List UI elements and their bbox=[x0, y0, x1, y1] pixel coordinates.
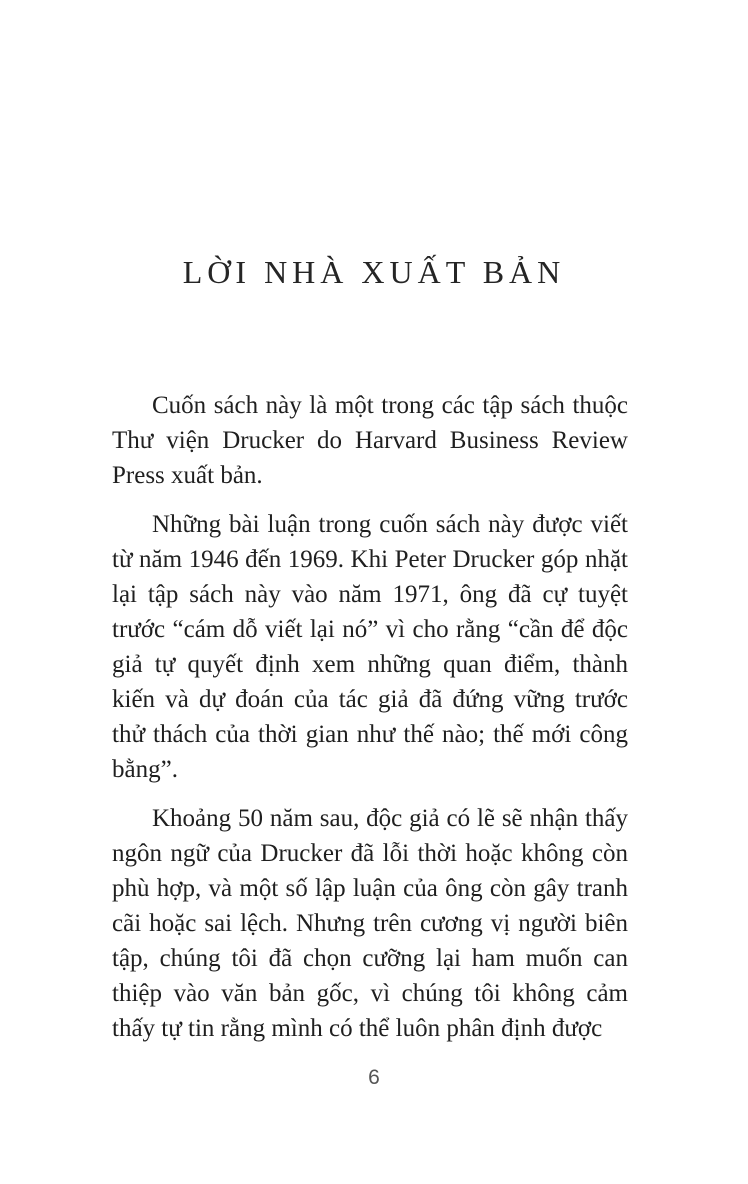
chapter-title: LỜI NHÀ XUẤT BẢN bbox=[182, 254, 566, 290]
body-paragraph: Khoảng 50 năm sau, độc giả có lẽ sẽ nhận thấy ngôn ngữ của Drucker đã lỗi thời hoặc không còn phù hợp, và một số lập luận của ông còn gây tranh cãi hoặc sai lệch. Nhưng trên cương vị người biên tập, chúng tôi đã chọn cưỡng lại ham muốn can thiệp vào văn bản gốc, vì chúng tôi không cảm thấy tự tin rằng mình có thể luôn phân định được bbox=[112, 805, 628, 1042]
body-paragraph: Những bài luận trong cuốn sách này được viết từ năm 1946 đến 1969. Khi Peter Drucker góp nhặt lại tập sách này vào năm 1971, ông đã cự tuyệt trước “cám dỗ viết lại nó” vì cho rằng “cần để độc giả tự quyết định xem những quan điểm, thành kiến và dự đoán của tác giả đã đứng vững trước thử thách của thời gian như thế nào; thế mới công bằng”. bbox=[112, 511, 628, 783]
body-text-block bbox=[112, 388, 628, 1046]
body-paragraph: Cuốn sách này là một trong các tập sách thuộc Thư viện Drucker do Harvard Business Review Press xuất bản. bbox=[112, 392, 628, 489]
page-number: 6 bbox=[368, 1066, 380, 1089]
